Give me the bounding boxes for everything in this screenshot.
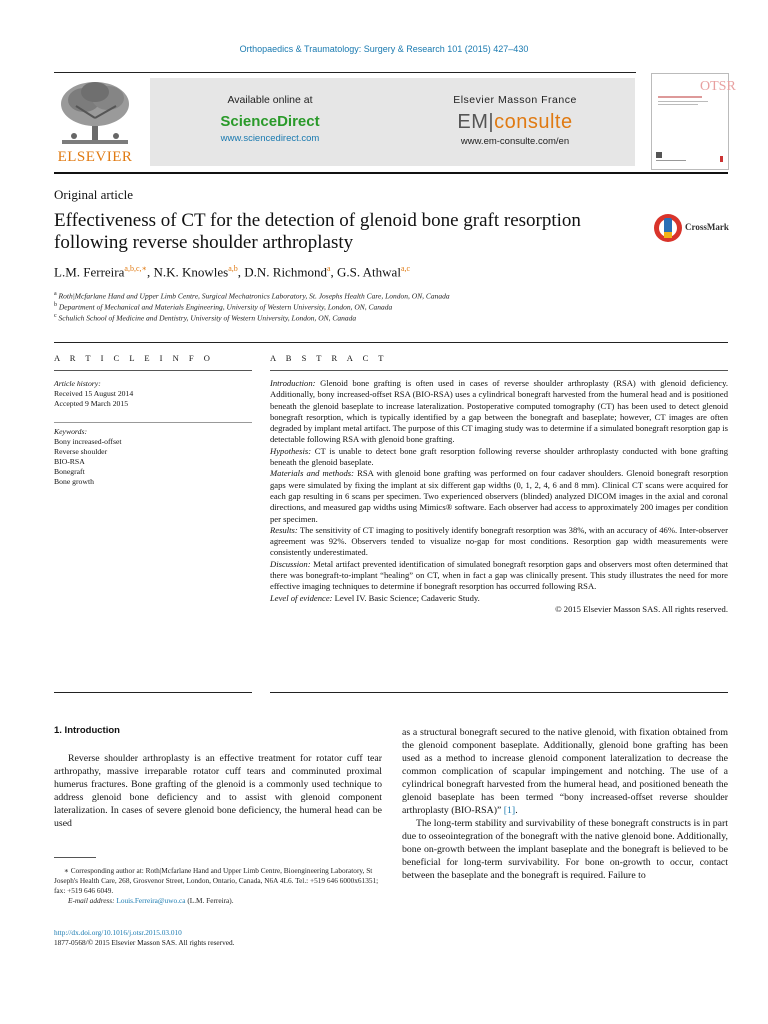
affiliation-rule — [54, 342, 728, 343]
email-link[interactable]: Louis.Ferreira@uwo.ca — [116, 896, 186, 905]
affiliation — [54, 313, 356, 323]
abstract-section-text: Metal artifact prevented identification of simulated bonegraft resorption gaps and observers most often determined that there was bonegraft-to-implant “healing” on CT, when in fact a gap was clinically present. This study illustrates the need for more effective imaging techniques to determine if bonegraft resorption has occurred following RSA. — [270, 558, 729, 592]
citation-link[interactable]: [1] — [503, 805, 516, 816]
affiliation-text: Roth|Mcfarlane Hand and Upper Limb Centre, Surgical Mechatronics Laboratory, St. Josephs Health Care, London, ON, Canada — [58, 291, 450, 301]
elsevier-wordmark: ELSEVIER — [57, 149, 133, 165]
keywords-label: Keywords: — [54, 427, 88, 436]
author-name[interactable]: N.K. Knowles — [153, 264, 229, 280]
received-date: Received 15 August 2014 — [54, 389, 134, 398]
emconsulte-em: EM — [457, 111, 489, 133]
author-list — [54, 264, 410, 280]
abstract-section-label: Level of evidence: — [270, 592, 333, 603]
affiliation-text: Schulich School of Medicine and Dentistry, University of Western University, London, ON, Canada — [58, 313, 357, 323]
abstract-section-label: Hypothesis: — [270, 445, 312, 456]
body-paragraph: The long-term stability and survivability of these bonegraft constructs is in part due to osseointegration of the bonegraft with the native glenoid bone. Additionally, bone on-growth between the implant baseplate and the bonegraft is believed to be beneficial for long-term survivability. For bone on-growth to occur, contact between the baseplate and the bonegraft is required. Failure to — [402, 818, 728, 881]
elsevier-tree-icon — [54, 78, 136, 150]
abstract-section — [270, 559, 728, 593]
affiliation-mark: b — [54, 302, 57, 308]
doi-link[interactable]: http://dx.doi.org/10.1016/j.otsr.2015.03.010 — [54, 928, 182, 937]
abstract-body — [270, 378, 728, 615]
affiliation-mark: c — [54, 313, 57, 319]
keyword-item: Bone growth — [54, 477, 94, 486]
sciencedirect-brand[interactable]: ScienceDirect — [220, 113, 320, 130]
abstract-section-text: Level IV. Basic Science; Cadaveric Study. — [334, 592, 480, 603]
footnote-star: ∗ — [64, 866, 69, 875]
journal-cover-thumbnail[interactable] — [651, 73, 736, 170]
body-paragraph: Reverse shoulder arthroplasty is an effective treatment for rotator cuff tear arthropathy, massive irreparable rotator cuff tears and comminuted proximal humerus fractures. Bone grafting of the glenoid is a commonly used technique to address glenoid bone deficiency and to assist with glenoid component lateralization. In cases of severe glenoid bone deficiency, the humeral head can be used — [54, 753, 382, 829]
author-name[interactable]: G.S. Athwal — [337, 264, 401, 280]
abstract-section-text: Glenoid bone grafting is often used in cases of reverse shoulder arthroplasty (RSA) with glenoid deficiency. Additionally, bony increased-offset RSA (BIO-RSA) uses a cylindrical bonegraft harvested from the humeral head and is positioned beneath the glenoid baseplate to increase lateralization. Postoperative computed tomography (CT) has been used to detect glenoid bonegraft resorption, which is typically identified by a gap between the bonegraft and baseplate; however, CT images are often degraded by implant metal artifact. The purpose of this CT imaging study was to determine if a simulated bonegraft resorption gap is detectable following RSA with glenoid bone grafting. — [270, 378, 728, 445]
email-owner: (L.M. Ferreira). — [187, 896, 234, 905]
abstract-rule — [270, 370, 728, 371]
abstract-section-text: The sensitivity of CT imaging to positively identify bonegraft resorption was 38%, with an accuracy of 46%. Inter-observer agreement was 92%. Observers tended to visualize no-gap for most conditions. Resorption gap width measurements were consistently underestimated. — [270, 524, 728, 558]
article-history-label: Article history: — [54, 379, 101, 388]
keywords-block — [54, 427, 254, 487]
crossmark-label: CrossMark — [685, 222, 729, 232]
keyword-item: BIO-RSA — [54, 457, 85, 466]
author-affil-sup[interactable]: a,b,c,∗ — [124, 264, 147, 273]
journal-cover-image — [652, 74, 736, 169]
emconsulte-url-link[interactable]: www.em-consulte.com/en — [460, 136, 570, 147]
affiliation-mark: a — [54, 291, 57, 297]
emconsulte-consulte: consulte — [494, 111, 573, 133]
body-left-column — [54, 752, 382, 830]
doi-block — [54, 928, 234, 948]
paragraph-text: as a structural bonegraft secured to the native glenoid, with fixation obtained from the glenoid component baseplate. Additionally, glenoid bone grafting has been used as a method to increase glenoid component lateralization to decrease the common complication of scapular impingement and notching. The use of a cylindrical bonegraft harvested from the humeral head, and positioned beneath the glenoid baseplate has been termed “bony increased-offset reverse shoulder arthroplasty (BIO-RSA)” — [402, 727, 728, 816]
abstract-section-label: Discussion: — [270, 558, 311, 569]
journal-reference-link[interactable]: Orthopaedics & Traumatology: Surgery & Research 101 (2015) 427–430 — [239, 44, 529, 54]
abstract-section-label: Materials and methods: — [270, 468, 355, 479]
footnote-text — [54, 866, 382, 896]
header-thick-rule — [54, 172, 728, 174]
keyword-item: Bony increased-offset — [54, 437, 122, 446]
email-label: E-mail address: — [68, 896, 115, 905]
footnote-email-line — [54, 896, 382, 906]
author-separator: , — [146, 264, 154, 280]
abstract-section-label: Results: — [270, 524, 298, 535]
article-info-rule — [54, 370, 252, 371]
elsevier-masson-text: Elsevier Masson France — [453, 94, 577, 106]
article-title: Effectiveness of CT for the detection of glenoid bone graft resorption following reverse shoulder arthroplasty — [54, 210, 581, 253]
database-banner — [150, 78, 635, 166]
author-separator: , — [330, 264, 338, 280]
body-right-column — [402, 726, 728, 882]
paragraph-end: . — [515, 805, 518, 816]
section-heading-introduction: 1. Introduction — [54, 725, 120, 736]
affiliation — [54, 291, 450, 301]
abstract-section-label: Introduction: — [270, 378, 316, 388]
abstract-section — [270, 468, 728, 524]
body-paragraph — [402, 726, 728, 817]
affiliation — [54, 302, 392, 312]
author-affil-sup[interactable]: a — [326, 264, 331, 273]
sciencedirect-panel — [150, 78, 390, 144]
keyword-item: Reverse shoulder — [54, 447, 108, 456]
emconsulte-panel — [395, 78, 635, 147]
keyword-item: Bonegraft — [54, 467, 85, 476]
abstract-section-text: RSA with glenoid bone grafting was performed on four cadaver shoulders. Glenoid bonegraft resorption gaps were simulated by fixing the implant at six different gap widths (0, 1, 2, 4, 6 and 8 mm). Clinical CT scans were acquired for each gap resulting in 6 scans per specimen. Two experienced observers (blinded) analyzed DICOM images in the axial and coronal directions, and measured gap widths using Mimics® software. Each observer had access to approximately 200 images per condition per specimen. — [270, 468, 728, 524]
keywords-rule — [54, 422, 252, 423]
author-affil-sup[interactable]: a,b — [228, 264, 238, 273]
abstract-heading: A B S T R A C T — [270, 353, 388, 363]
elsevier-logo — [54, 78, 136, 166]
article-type: Original article — [54, 187, 134, 202]
abstract-section — [270, 446, 728, 469]
crossmark-badge[interactable] — [653, 212, 743, 244]
issn-line: 1877-0568/© 2015 Elsevier Masson SAS. All rights reserved. — [54, 938, 235, 947]
top-rule — [54, 72, 636, 73]
abstract-section — [270, 378, 728, 446]
abstract-section — [270, 525, 728, 559]
author-separator: , — [237, 264, 245, 280]
article-info-bottom-rule — [54, 692, 252, 693]
affiliation-text: Department of Mechanical and Materials Engineering, University of Western University, London, ON, Canada — [58, 302, 393, 312]
emconsulte-brand[interactable] — [395, 111, 635, 134]
emconsulte-divider: | — [488, 111, 495, 133]
abstract-section-text: CT is unable to detect bone graft resorption following reverse shoulder arthroplasty conducted with bone grafting beneath the glenoid baseplate. — [270, 445, 728, 468]
svg-text:OTSR: OTSR — [700, 79, 736, 94]
author-affil-sup[interactable]: a,c — [400, 264, 411, 273]
article-history-block — [54, 379, 254, 409]
footnote-corresponding: Corresponding author at: Roth|Mcfarlane Hand and Upper Limb Centre, Bioengineering Laboratory, St Joseph's Health Care, 268, Grosvenor Street, London, Ontario, Canada, N6A 4L6. Tel.: +519 646 6000x61351; fax: +519 646 6049. — [54, 866, 379, 895]
abstract-bottom-rule — [270, 692, 728, 693]
crossmark-icon — [653, 212, 683, 244]
author-name[interactable]: D.N. Richmond — [244, 264, 327, 280]
footnote-rule — [54, 857, 96, 858]
abstract-copyright: © 2015 Elsevier Masson SAS. All rights reserved. — [555, 603, 728, 614]
sciencedirect-url-link[interactable]: www.sciencedirect.com — [220, 133, 320, 144]
accepted-date: Accepted 9 March 2015 — [54, 399, 129, 408]
corresponding-author-footnote — [54, 866, 382, 906]
author-name[interactable]: L.M. Ferreira — [54, 264, 125, 280]
available-online-text: Available online at — [227, 94, 313, 106]
article-info-heading: A R T I C L E I N F O — [54, 353, 214, 363]
abstract-section — [270, 593, 728, 604]
